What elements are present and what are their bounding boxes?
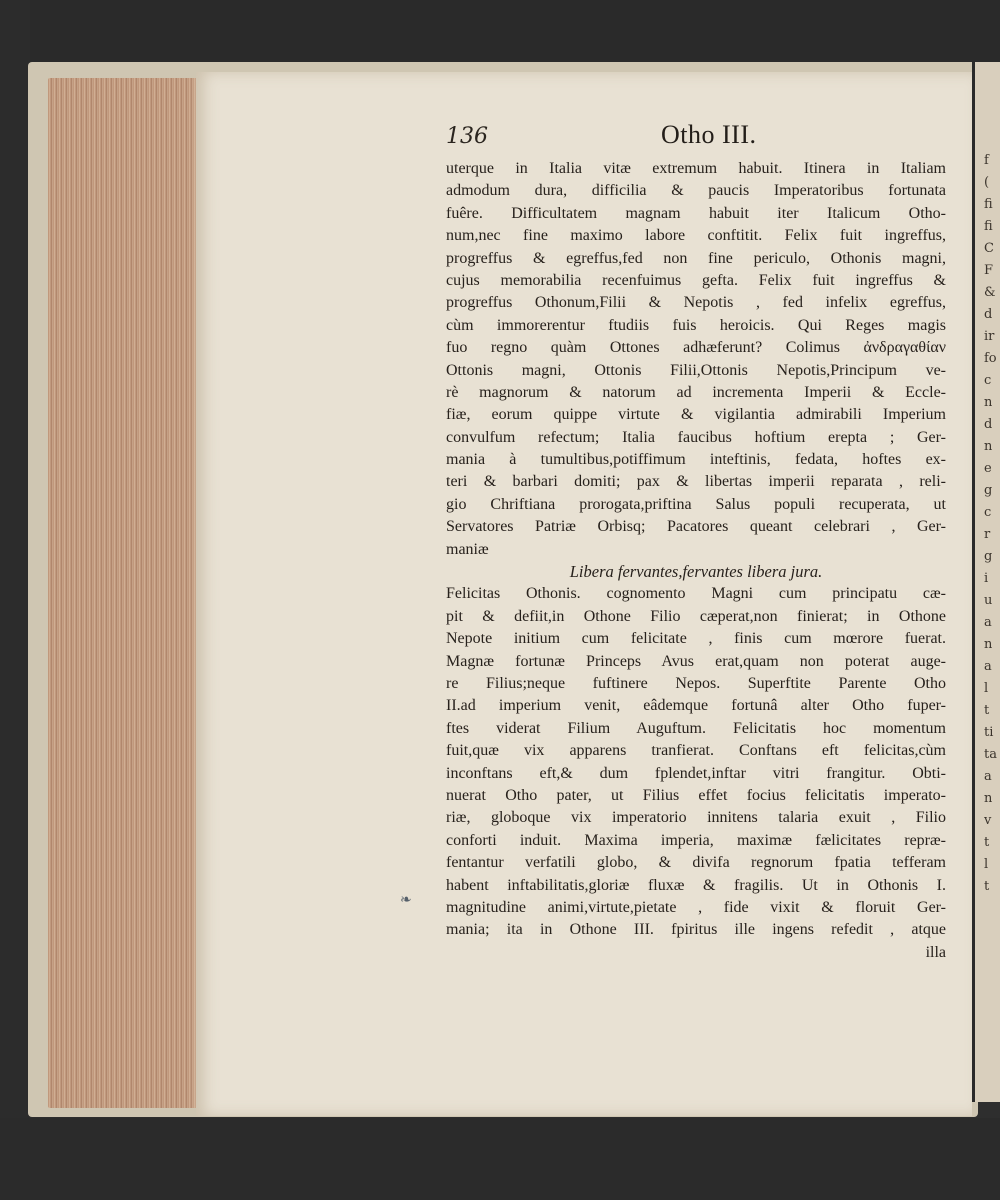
facing-page-letter: g <box>984 549 993 564</box>
facing-page-letter: n <box>984 395 993 410</box>
facing-page-letter: n <box>984 439 993 454</box>
text-line: fentantur verfatili globo, & divifa regnorum fpatia tefferam <box>446 854 946 872</box>
text-line: maniæ <box>446 540 489 558</box>
facing-page-letter: u <box>984 593 993 608</box>
facing-page-letter: C <box>984 241 994 256</box>
text-line: fuo regno quàm Ottones adhæferunt? Colimus ἀνδραγαθίαν <box>446 339 946 357</box>
facing-page-letter: a <box>984 769 992 784</box>
facing-page-letter: F <box>984 263 994 278</box>
text-line: Libera fervantes,fervantes libera jura. <box>569 562 823 582</box>
margin-ink-mark: ❧ <box>400 892 412 908</box>
facing-page-letter: a <box>984 615 992 630</box>
facing-page-letter: ta <box>984 747 997 762</box>
facing-page-letter: fo <box>984 351 997 366</box>
text-line: Magnæ fortunæ Princeps Avus erat,quam non poterat auge- <box>446 652 946 670</box>
text-line: progreffus Othonum,Filii & Nepotis , fed infelix egreffus, <box>446 294 946 312</box>
facing-page-letter: c <box>984 505 992 520</box>
text-line: pit & defiit,in Othone Filio cæperat,non finierat; in Othone <box>446 607 946 625</box>
text-line: fiæ, eorum quippe virtute & vigilantia admirabili Imperium <box>446 406 946 424</box>
text-line: fuit,quæ vix apparens tranfierat. Conftans eft felicitas,cùm <box>446 742 946 760</box>
page-header-title: Otho III. <box>661 120 757 149</box>
facing-page-letter: c <box>984 373 992 388</box>
text-line: fuêre. Difficultatem magnam habuit iter Italicum Otho- <box>446 204 946 222</box>
page-edges-stack <box>48 78 208 1108</box>
text-line: Ottonis magni, Ottonis Filii,Ottonis Nepotis,Principum ve- <box>446 361 946 379</box>
facing-page-letter: a <box>984 659 992 674</box>
running-head <box>446 120 946 154</box>
facing-page-letter: t <box>984 703 990 718</box>
text-line: Nepote initium cum felicitate , finis cum mœrore fuerat. <box>446 630 946 648</box>
body-text <box>446 158 946 964</box>
facing-page-letter: d <box>984 417 993 432</box>
text-line: teri & barbari domiti; pax & libertas imperii reparata , reli- <box>446 473 946 491</box>
text-line: gio Chriftiana prorogata,priftina Salus populi recuperata, ut <box>446 495 946 513</box>
text-line: II.ad imperium venit, eâdemque fortunâ alter Otho fuper- <box>446 697 946 715</box>
text-line: mania à tumultibus,potiffimum inteftinis, fedata, hoftes ex- <box>446 451 946 469</box>
facing-page-letter: t <box>984 835 990 850</box>
facing-page-letter: v <box>984 813 992 828</box>
facing-page-letter: l <box>984 857 989 872</box>
text-line: Felicitas Othonis. cognomento Magni cum principatu cæ- <box>446 585 946 603</box>
text-line: admodum dura, difficilia & paucis Imperatoribus fortunata <box>446 182 946 200</box>
text-line: uterque in Italia vitæ extremum habuit. Itinera in Italiam <box>446 160 946 177</box>
page-number: 136 <box>446 124 488 149</box>
text-line: magnitudine animi,virtute,pietate , fide vixit & floruit Ger- <box>446 898 946 916</box>
facing-page-text-fragments <box>984 150 1000 1050</box>
text-line: progreffus & egreffus,fed non fine periculo, Othonis magni, <box>446 249 946 267</box>
facing-page-letter: fi <box>984 219 993 234</box>
text-line: cùm immorerentur ftudiis fuis heroicis. Qui Reges magis <box>446 316 946 334</box>
text-line: illa <box>925 943 946 961</box>
facing-page-letter: & <box>984 285 996 300</box>
text-line: Servatores Patriæ Orbisq; Pacatores queant celebrari , Ger- <box>446 518 946 536</box>
text-line: num,nec fine maximo labore conftitit. Felix fuit ingreffus, <box>446 227 946 245</box>
text-line: conforti induit. Maxima imperia, maximæ fælicitates repræ- <box>446 831 946 849</box>
text-line: convulfum refectum; Italia faucibus hoftium erepta ; Ger- <box>446 428 946 446</box>
text-line: riæ, globoque vix imperatorio innitens talaria exuit , Filio <box>446 809 946 827</box>
text-line: mania; ita in Othone III. fpiritus ille ingens refedit , atque <box>446 921 946 939</box>
facing-page-letter: e <box>984 461 992 476</box>
text-line: rè magnorum & natorum ad incrementa Imperii & Eccle- <box>446 383 946 401</box>
text-line: ftes viderat Filium Auguftum. Felicitatis hoc momentum <box>446 719 946 737</box>
facing-page-letter: i <box>984 571 989 586</box>
background-top <box>0 0 1000 70</box>
facing-page-letter: r <box>984 527 991 542</box>
text-line: inconftans eft,& dum fplendet,inftar vitri frangitur. Obti- <box>446 764 946 782</box>
facing-page-letter: ti <box>984 725 994 740</box>
text-line: habent inftabilitatis,gloriæ fluxæ & fragilis. Ut in Othonis I. <box>446 876 946 894</box>
facing-page-letter: g <box>984 483 993 498</box>
text-line: nuerat Otho pater, ut Filius effet focius felicitatis imperato- <box>446 786 946 804</box>
background-left <box>0 0 30 1200</box>
facing-page-letter: f <box>984 153 989 168</box>
facing-page-letter: ir <box>984 329 995 344</box>
facing-page-letter: t <box>984 879 990 894</box>
facing-page-letter: d <box>984 307 993 322</box>
text-line: cujus memorabilia recenfuimus gefta. Felix fuit ingreffus & <box>446 271 946 289</box>
background-bottom <box>0 1118 1000 1200</box>
facing-page-letter: n <box>984 637 993 652</box>
facing-page-letter: l <box>984 681 989 696</box>
facing-page-letter: ( <box>984 175 990 190</box>
facing-page-letter: n <box>984 791 993 806</box>
text-line: re Filius;neque fuftinere Nepos. Superftite Parente Otho <box>446 674 946 692</box>
facing-page-letter: fi <box>984 197 993 212</box>
